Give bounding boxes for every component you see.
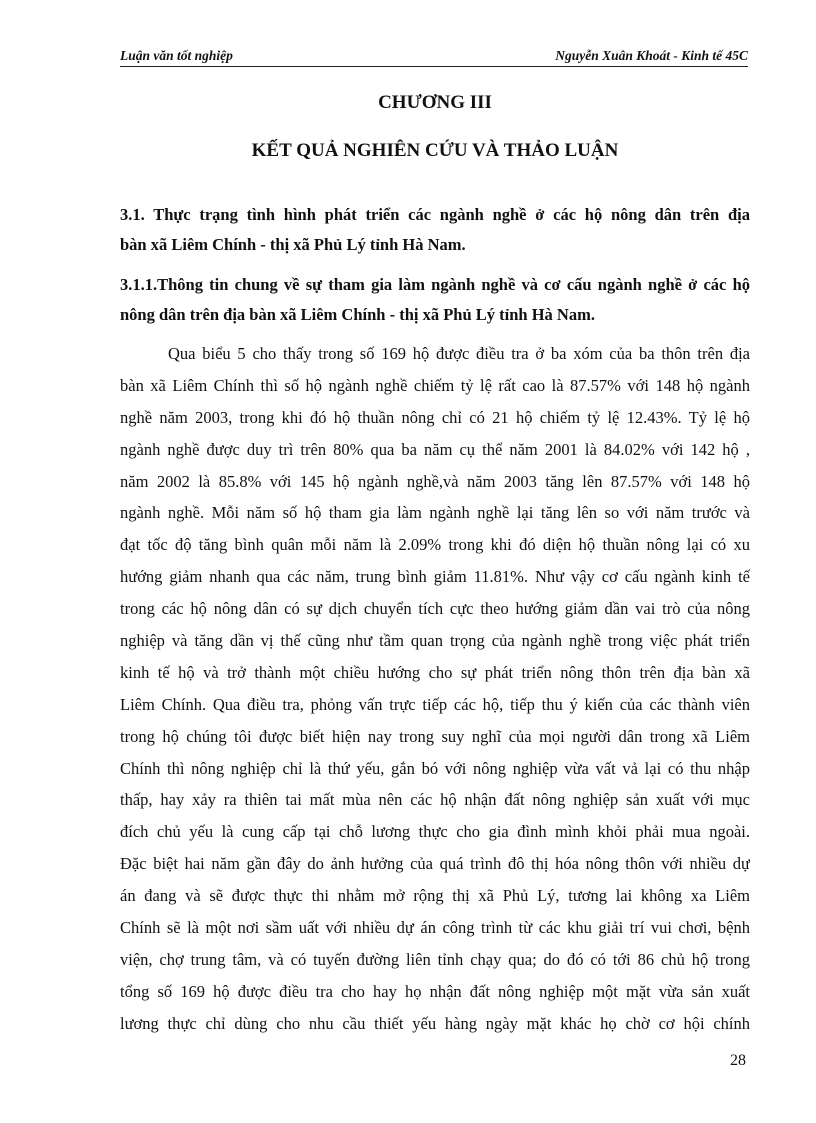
paragraph-line: viện, chợ trung tâm, và có tuyến đường liên tỉnh chạy qua; do đó có tới 86 chủ hộ trong (120, 949, 750, 969)
paragraph-line: trong các hộ nông dân có sự dịch chuyển tích cực theo hướng giảm dần vai trò của nông (120, 599, 750, 619)
paragraph-line: Đặc biệt hai năm gần đây do ảnh hưởng của quá trình đô thị hóa nông thôn với nhiều dự (120, 854, 750, 874)
paragraph-line: năm 2002 là 85.8% với 145 hộ ngành nghề,và năm 2003 tăng lên 87.57% với 148 hộ (120, 471, 750, 491)
paragraph-line: Qua biểu 5 cho thấy trong số 169 hộ được điều tra ở ba xóm của ba thôn trên địa (168, 344, 750, 363)
paragraph-line: ngành nghề. Mỗi năm số hộ tham gia làm ngành nghề lại tăng lên so với năm trước và (120, 503, 750, 523)
chapter-title: KẾT QUẢ NGHIÊN CỨU VÀ THẢO LUẬN (251, 140, 619, 161)
paragraph-line: ngành nghề được duy trì trên 80% qua ba năm cụ thể năm 2001 là 84.02% với 142 hộ , (120, 439, 750, 459)
chapter-number: CHƯƠNG III (378, 92, 492, 113)
paragraph-line: Liêm Chính. Qua điều tra, phỏng vấn trực tiếp các hộ, tiếp thu ý kiến của các thành viên (120, 694, 750, 714)
paragraph-line: hướng giảm nhanh qua các năm, trung bình giảm 11.81%. Như vậy cơ cấu ngành kinh tế (120, 567, 750, 587)
header-right-text: Nguyễn Xuân Khoát - Kinh tế 45C (555, 48, 748, 63)
page-number: 28 (730, 1052, 746, 1069)
paragraph-line: bàn xã Liêm Chính thì số hộ ngành nghề chiếm tỷ lệ rất cao là 87.57% với 148 hộ ngành (120, 375, 750, 395)
paragraph-line: Chính sẽ là một nơi sầm uất với nhiều dự án công trình từ các khu giải trí vui chơi, bệnh (120, 918, 750, 938)
paragraph-line: án đang và sẽ được thực thi nhằm mở rộng thị xã Phủ Lý, tương lai không xa Liêm (120, 886, 750, 906)
paragraph-line: nghề năm 2003, trong khi đó hộ thuần nông chỉ có 21 hộ chiếm tỷ lệ 12.43%. Tỷ lệ hộ (120, 407, 750, 427)
paragraph-line: Chính thì nông nghiệp chỉ là thứ yếu, gắn bó với nông nghiệp vừa vất vả lại có thu nhập (120, 758, 750, 778)
section-3-1-1-line1: 3.1.1.Thông tin chung về sự tham gia làm ngành nghề và cơ cấu ngành nghề ở các hộ (120, 275, 750, 294)
paragraph-line: thấp, hay xảy ra thiên tai mất mùa nên các hộ nhận đất nông nghiệp sản xuất với mục (120, 790, 750, 810)
paragraph-line: lương thực chỉ dùng cho nhu cầu thiết yếu hàng ngày mặt khác họ chờ cơ hội chính (120, 1013, 750, 1033)
section-3-1-line1: 3.1. Thực trạng tình hình phát triển các ngành nghề ở các hộ nông dân trên địa (120, 205, 750, 224)
paragraph-line: đích chủ yếu là cung cấp tại chỗ lương thực cho gia đình mình khỏi phải mua ngoài. (120, 822, 750, 842)
page-header (120, 44, 748, 67)
section-3-1-1-heading (120, 270, 750, 330)
section-3-1-line2: bàn xã Liêm Chính - thị xã Phủ Lý tỉnh Hà Nam. (120, 235, 466, 254)
paragraph-line: tổng số 169 hộ được điều tra cho hay họ nhận đất nông nghiệp một mặt vừa sản xuất (120, 981, 750, 1001)
section-3-1-1-line2: nông dân trên địa bàn xã Liêm Chính - thị xã Phủ Lý tỉnh Hà Nam. (120, 305, 595, 324)
paragraph-line: nghiệp và tăng dần vị thế cũng như tầm quan trọng của ngành nghề trong việc phát triển (120, 631, 750, 651)
header-left-text: Luận văn tốt nghiệp (120, 48, 233, 63)
body-paragraph (120, 338, 750, 1040)
section-3-1-heading (120, 200, 750, 260)
paragraph-line: trong hộ chúng tôi được biết hiện nay trong suy nghĩ của mọi người dân trong xã Liêm (120, 726, 750, 746)
paragraph-line: kinh tế hộ và trở thành một chiều hướng cho sự phát triển nông thôn trên địa bàn xã (120, 662, 750, 682)
paragraph-line: đạt tốc độ tăng bình quân mỗi năm là 2.09% trong khi đó diện hộ thuần nông lại có xu (120, 535, 750, 555)
